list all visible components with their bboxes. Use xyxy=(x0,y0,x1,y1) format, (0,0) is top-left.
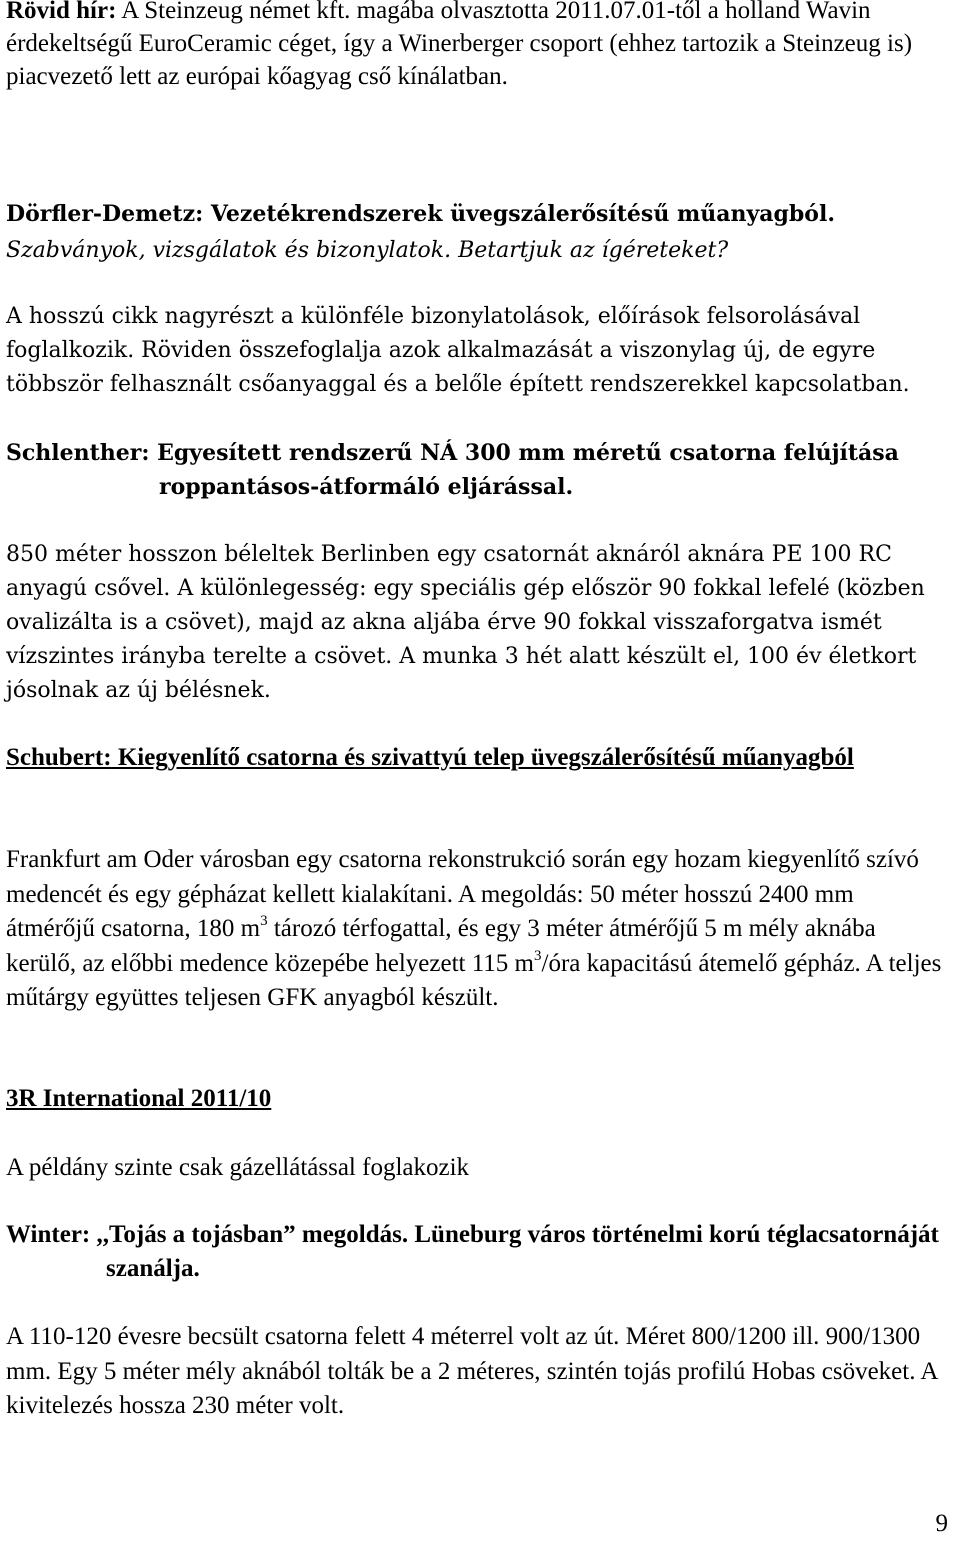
intro-paragraph xyxy=(6,0,946,93)
article1-body: A hosszú cikk nagyrészt a különféle bizonylatolások, előírások felsorolásával foglalkozik. Röviden összefoglalja azok alkalmazását a viszonylag új, de egyre többször felhasznált csőanyaggal és a belőle épített rendszerekkel kapcsolatban. xyxy=(6,304,910,397)
article3-title: Kiegyenlítő csatorna és szivattyú telep üvegszálerősítésű műanyagból xyxy=(111,744,854,771)
issue-heading: 3R International 2011/10 xyxy=(6,1085,272,1112)
article4-heading xyxy=(6,1218,946,1286)
intro-text: A Steinzeug német kft. magába olvasztotta 2011.07.01-től a holland Wavin érdekeltségű EuroCeramic céget, így a Winerberger csoport (ehhez tartozik a Steinzeug is) piacvezető lett az európai kőagyag cső kínálatban. xyxy=(6,0,913,90)
superscript-three: 3 xyxy=(534,947,542,964)
article3-body xyxy=(6,843,946,1016)
issue-note: A példány szinte csak gázellátással foglakozik xyxy=(6,1154,470,1181)
article4-title: ,,Tojás a tojásban” megoldás. Lüneburg város történelmi korú téglacsatornáját szanálja. xyxy=(90,1221,939,1282)
article4-body: A 110-120 évesre becsült csatorna felett 4 méterrel volt az út. Méret 800/1200 ill. 900/1300 mm. Egy 5 méter mély aknából tolták be a 2 méteres, szintén tojás profilú Hobas csöveket. A kivitelezés hossza 230 méter volt. xyxy=(6,1323,938,1419)
article1-subtitle: Szabványok, vizsgálatok és bizonylatok. Betartjuk az ígéreteket? xyxy=(6,238,729,263)
article2-body: 850 méter hosszon béleltek Berlinben egy csatornát aknáról aknára PE 100 RC anyagú csővel. A különlegesség: egy speciális gép először 90 fokkal lefelé (közben ovalizálta is a csövet), majd az akna aljába érve 90 fokkal visszaforgatva ismét vízszintes irányba terelte a csövet. A munka 3 hét alatt készült el, 100 év életkort jósolnak az új bélésnek. xyxy=(6,542,925,703)
article3-body-part3: /óra kapacitású átemelő gépház. A teljes műtárgy együttes teljesen GFK anyagból készült. xyxy=(6,949,942,1011)
article1-title: Vezetékrendszerek üvegszálerősítésű műanyagból. xyxy=(203,201,835,227)
page-number: 9 xyxy=(935,1510,948,1537)
article3-body-part2: tározó térfogattal, és egy 3 méter átmérőjű 5 m mély aknába kerülő, az előbbi medence közepébe helyezett 115 m xyxy=(6,915,876,977)
article2-author: Schlenther: xyxy=(6,440,150,466)
article1-author: Dörfler-Demetz: xyxy=(6,201,204,227)
article3-body-part1: Frankfurt am Oder városban egy csatorna rekonstrukció során egy hozam kiegyenlítő szívó medencét és egy gépházat kellett kialakítani. A megoldás: 50 méter hosszú 2400 mm átmérőjű csatorna, 180 m xyxy=(6,846,919,942)
article1-heading xyxy=(6,197,946,231)
article3-author: Schubert: xyxy=(6,744,112,771)
intro-label: Rövid hír: xyxy=(6,0,117,24)
article2-heading xyxy=(6,436,946,504)
article4-author: Winter: xyxy=(6,1221,91,1248)
superscript-three: 3 xyxy=(260,913,268,929)
article3-heading xyxy=(6,741,946,774)
article2-title: Egyesített rendszerű NÁ 300 mm méretű csatorna felújítása roppantásos-átformáló eljárással. xyxy=(149,440,899,500)
